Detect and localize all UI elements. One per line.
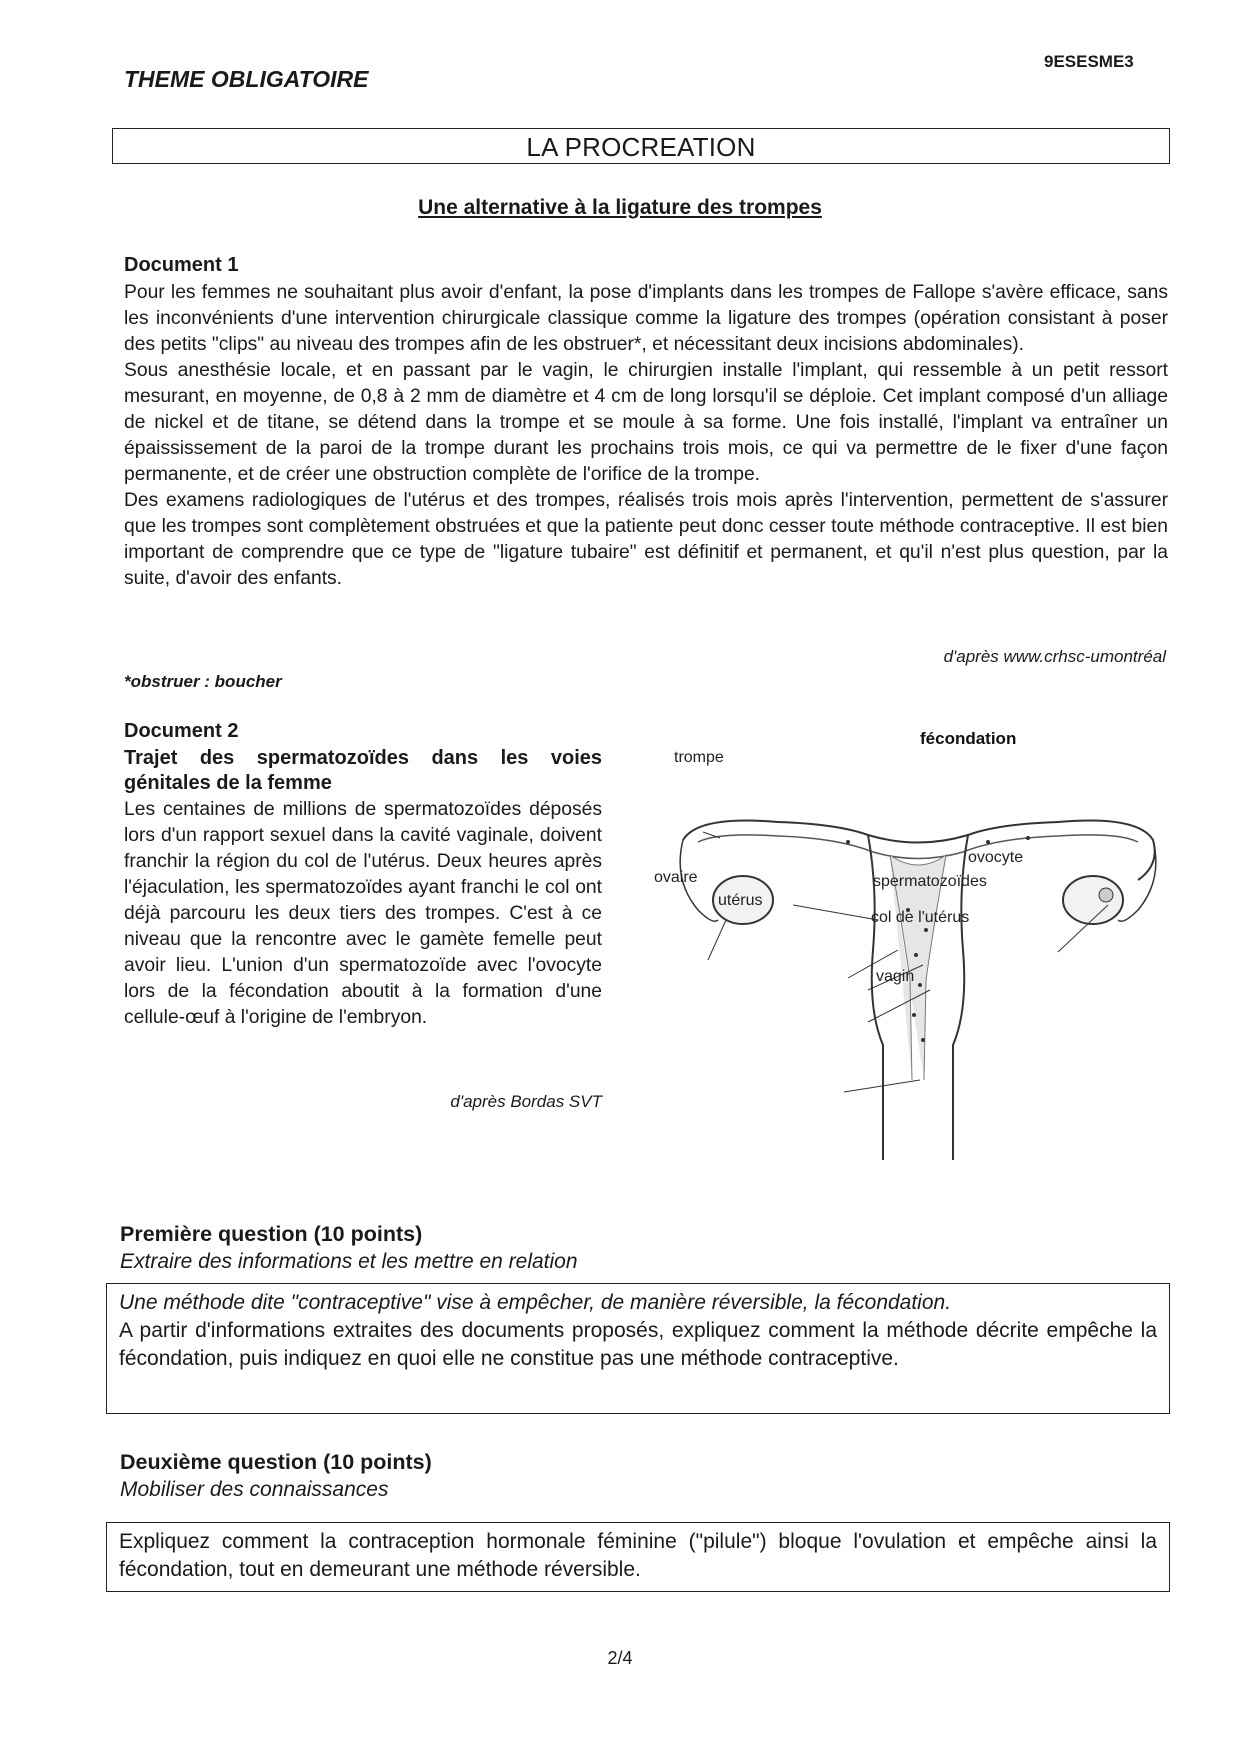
theme-label: THEME OBLIGATOIRE — [124, 66, 369, 92]
title-box — [112, 128, 1170, 164]
uterus-diagram-svg — [654, 729, 1168, 1160]
question2-box — [106, 1522, 1170, 1592]
tube-inner-outline — [698, 835, 1138, 859]
question1-definition: Une méthode dite "contraceptive" vise à empêcher, de manière réversible, la fécondation. — [119, 1291, 952, 1314]
label-vagin: vagin — [876, 968, 915, 985]
label-ovaire: ovaire — [654, 869, 698, 886]
question1-box — [106, 1283, 1170, 1414]
document1-heading: Document 1 — [124, 254, 239, 276]
right-fimbriae — [1118, 840, 1156, 921]
label-col: col de l'utérus — [871, 909, 970, 926]
question2-prompt: Expliquez comment la contraception hormonale féminine ("pilule") bloque l'ovulation et empêche ainsi la fécondation, tout en demeurant une méthode réversible. — [119, 1530, 1157, 1581]
label-trompe: trompe — [674, 749, 724, 766]
label-fecondation: fécondation — [920, 729, 1017, 748]
document1-paragraph: Sous anesthésie locale, et en passant par le vagin, le chirurgien installe l'implant, qui ressemble à un petit ressort mesurant, en moyenne, de 0,8 à 2 mm de diamètre et 4 cm de long lorsqu'il se déploie. Cet implant composé d'un alliage de nickel et de titane, se détend dans la trompe et se moule à sa forme. Une fois installé, l'implant va entraîner un épaississement de la paroi de la trompe durant les prochains trois mois, ce qui va permettre de le fixer d'une façon permanente, et de créer une obstruction complète de l'orifice de la trompe. — [124, 360, 1168, 485]
footnote: *obstruer : boucher — [124, 672, 282, 691]
document1-body — [124, 280, 1168, 592]
page-number: 2/4 — [607, 1648, 633, 1668]
ovocyte-cell — [1099, 888, 1113, 902]
page-title: LA PROCREATION — [526, 132, 756, 162]
question2-subtitle: Mobiliser des connaissances — [120, 1478, 389, 1501]
question1-prompt: A partir d'informations extraites des documents proposés, expliquez comment la méthode décrite empêche la fécondation, puis indiquez en quoi elle ne constitue pas une méthode contraceptive. — [119, 1319, 1157, 1370]
document2-heading: Document 2 — [124, 720, 239, 742]
label-uterus: utérus — [718, 892, 763, 909]
document1-source: d'après www.crhsc-umontréal — [943, 647, 1166, 666]
label-ovocyte: ovocyte — [968, 849, 1024, 866]
question2-title: Deuxième question (10 points) — [120, 1450, 432, 1474]
question1-subtitle: Extraire des informations et les mettre en relation — [120, 1250, 578, 1273]
right-ovary — [1063, 876, 1123, 924]
document2-body: Les centaines de millions de spermatozoïdes déposés lors d'un rapport sexuel dans la cavité vaginale, doivent franchir la région du col de l'utérus. Deux heures après l'éjaculation, les spermatozoïdes ayant franchi le col ont déjà parcouru les deux tiers des trompes. C'est à ce niveau que la rencontre avec le gamète femelle peut avoir lieu. L'union d'un spermatozoïde avec l'ovocyte lors de la fécondation aboutit à la formation d'une cellule-œuf à l'origine de l'embryon. — [124, 799, 602, 1028]
reproductive-diagram — [654, 729, 1168, 1160]
page-subtitle: Une alternative à la ligature des trompes — [418, 196, 822, 219]
question1-title: Première question (10 points) — [120, 1222, 423, 1246]
label-spermatozoides: spermatozoïdes — [873, 873, 987, 890]
document1-paragraph: Pour les femmes ne souhaitant plus avoir d'enfant, la pose d'implants dans les trompes de Fallope s'avère efficace, sans les inconvénients d'une intervention chirurgicale classique comme la ligature des trompes (opération consistant à poser des petits "clips" au niveau des trompes afin de les obstruer*, et nécessitant deux incisions abdominales). — [124, 282, 1168, 355]
document2-subheading: Trajet des spermatozoïdes dans les voies génitales de la femme — [124, 747, 602, 794]
document2-source: d'après Bordas SVT — [450, 1092, 602, 1111]
document1-paragraph: Des examens radiologiques de l'utérus et des trompes, réalisés trois mois après l'intervention, permettent de s'assurer que les trompes sont complètement obstruées et que la patiente peut donc cesser toute méthode contraceptive. Il est bien important de comprendre que ce type de "ligature tubaire" est définitif et permanent, et qu'il n'est plus question, par la suite, d'avoir des enfants. — [124, 490, 1168, 589]
exam-code: 9ESESME3 — [1044, 52, 1134, 71]
